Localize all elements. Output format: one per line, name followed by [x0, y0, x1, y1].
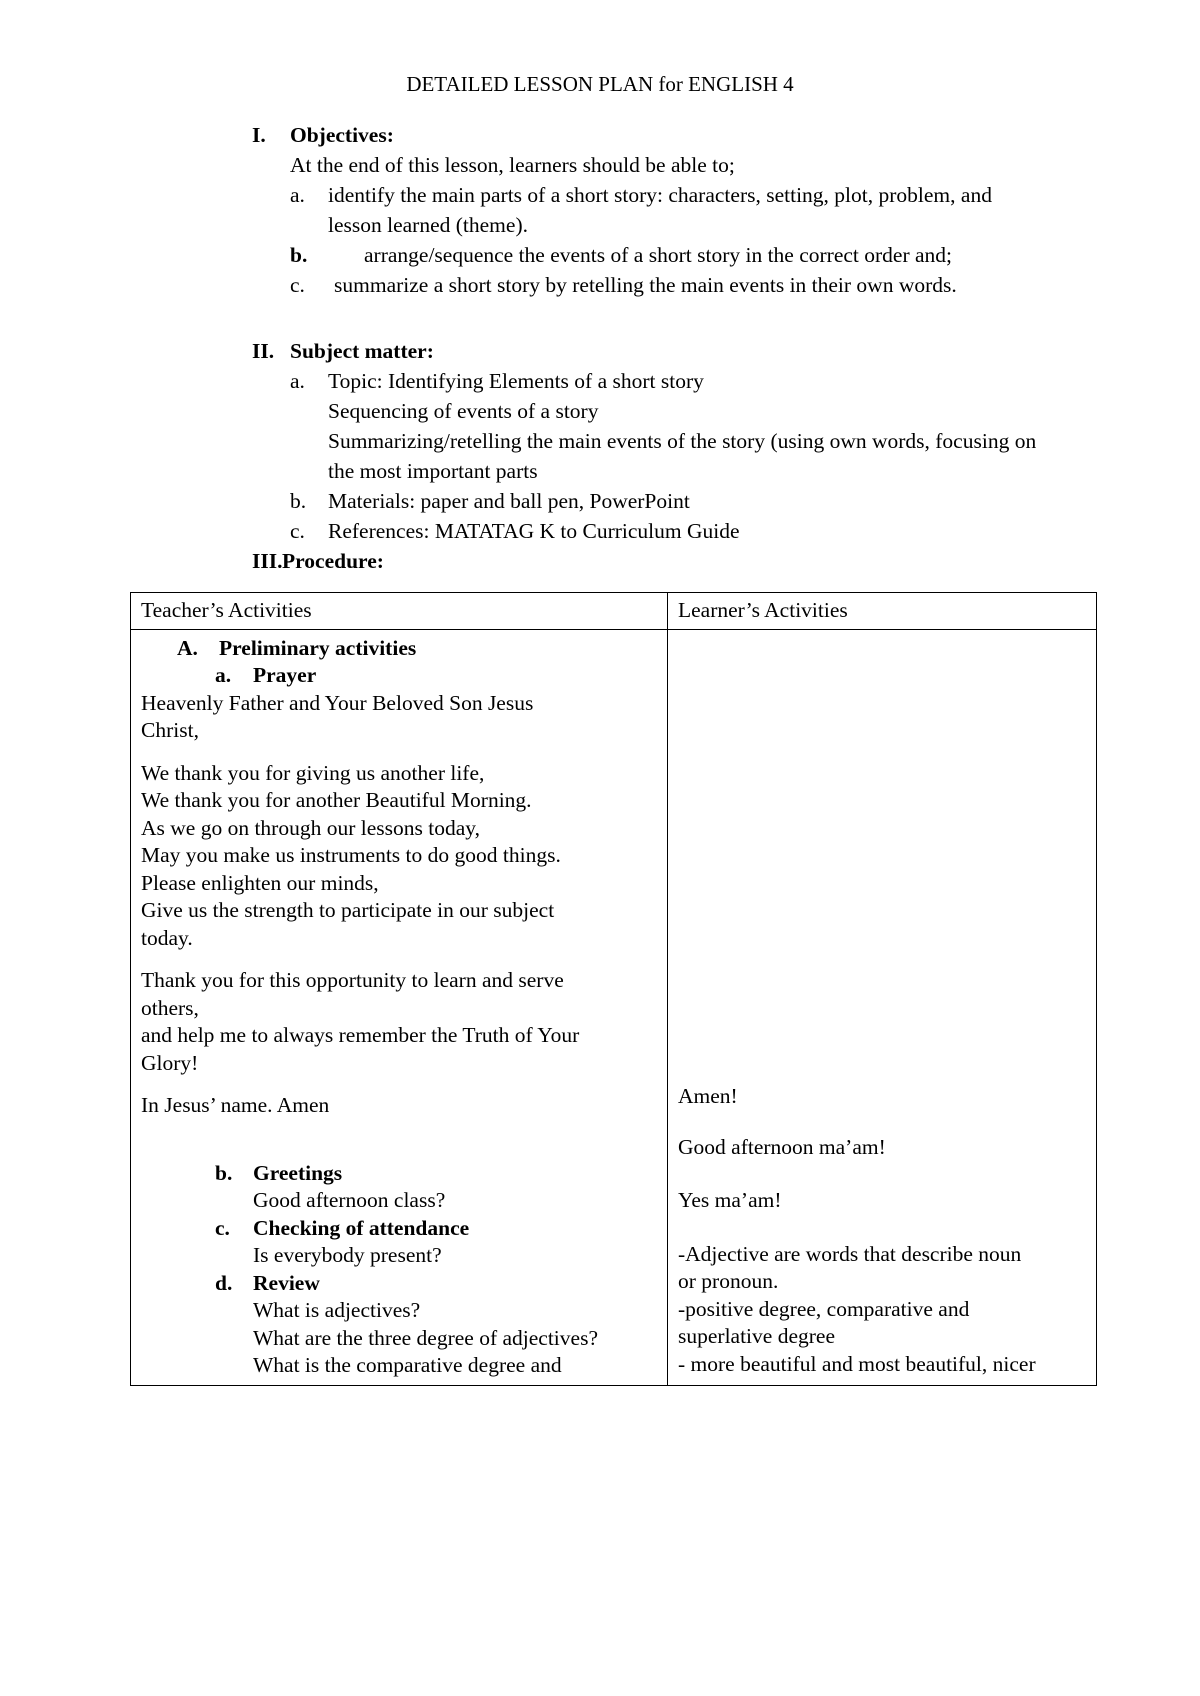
attendance-heading — [141, 1215, 667, 1243]
preliminary-heading — [141, 634, 667, 662]
topic-line: Sequencing of events of a story — [328, 399, 599, 423]
list-letter: a. — [290, 183, 305, 207]
subject-matter-section — [252, 336, 1152, 546]
learner-column-header: Learner’s Activities — [668, 593, 1097, 630]
review-question: What is adjectives? — [253, 1298, 421, 1322]
list-letter: b. — [215, 1160, 233, 1185]
objective-text: arrange/sequence the events of a short story in the correct order and; — [364, 243, 953, 267]
greetings-question: Good afternoon class? — [253, 1188, 446, 1212]
topic-line: the most important parts — [328, 459, 538, 483]
procedure-section — [252, 546, 1152, 576]
objective-item — [252, 180, 1152, 240]
learner-response: -Adjective are words that describe noun — [678, 1241, 1022, 1266]
teacher-activities-cell — [131, 630, 668, 1386]
learner-activities-cell — [668, 630, 1097, 1386]
learner-response: Good afternoon ma’am! — [678, 1134, 886, 1159]
objective-text: lesson learned (theme). — [328, 213, 528, 237]
learner-response: - more beautiful and most beautiful, nicer — [678, 1351, 1036, 1376]
document-title: DETAILED LESSON PLAN for ENGLISH 4 — [406, 72, 794, 96]
objective-item — [252, 270, 1152, 300]
preliminary-label: Preliminary activities — [219, 636, 417, 660]
prayer-line: May you make us instruments to do good things. — [141, 843, 561, 867]
list-letter: c. — [215, 1215, 230, 1240]
prayer-line: We thank you for another Beautiful Morning. — [141, 788, 532, 812]
objectives-intro: At the end of this lesson, learners should be able to; — [290, 153, 735, 177]
section-number: I. — [252, 123, 266, 147]
objective-text: summarize a short story by retelling the main events in their own words. — [334, 273, 957, 297]
section-heading: Procedure: — [282, 549, 384, 573]
prayer-line: Thank you for this opportunity to learn and serve — [141, 968, 564, 992]
review-label: Review — [253, 1270, 320, 1295]
section-number: III. — [252, 549, 283, 573]
list-letter: b. — [290, 489, 307, 513]
section-number: II. — [252, 339, 275, 363]
references-text: References: MATATAG K to Curriculum Guide — [328, 519, 740, 543]
materials-text: Materials: paper and ball pen, PowerPoint — [328, 489, 690, 513]
objective-text: identify the main parts of a short story: characters, setting, plot, problem, and — [328, 183, 992, 207]
learner-response: or pronoun. — [678, 1269, 779, 1293]
list-letter: A. — [177, 636, 198, 660]
table-header-row — [131, 593, 1097, 630]
greetings-heading — [141, 1160, 667, 1188]
list-letter: c. — [290, 519, 305, 543]
prayer-line: and help me to always remember the Truth of Your — [141, 1023, 580, 1047]
procedure-heading — [252, 546, 1152, 576]
procedure-table — [130, 592, 1097, 1386]
topic-item — [252, 366, 1152, 486]
list-letter: b. — [290, 243, 308, 267]
greetings-label: Greetings — [253, 1160, 343, 1185]
prayer-line: As we go on through our lessons today, — [141, 815, 480, 840]
prayer-line: Give us the strength to participate in our subject — [141, 898, 555, 922]
section-heading: Subject matter: — [290, 339, 434, 363]
topic-line: Summarizing/retelling the main events of the story (using own words, focusing on — [328, 429, 1037, 453]
prayer-label: Prayer — [253, 663, 317, 687]
topic-line: Topic: Identifying Elements of a short story — [328, 369, 704, 393]
list-letter: c. — [290, 273, 305, 297]
attendance-label: Checking of attendance — [253, 1215, 470, 1240]
learner-response: Amen! — [678, 1084, 738, 1108]
objectives-section — [252, 120, 1152, 300]
section-heading: Objectives: — [290, 123, 394, 147]
prayer-line: We thank you for giving us another life, — [141, 760, 485, 785]
review-question: What are the three degree of adjectives? — [253, 1325, 598, 1350]
list-letter: a. — [215, 663, 232, 687]
prayer-line: Please enlighten our minds, — [141, 870, 379, 895]
learner-response: superlative degree — [678, 1324, 835, 1348]
references-item — [252, 516, 1152, 546]
review-heading — [141, 1270, 667, 1298]
attendance-question: Is everybody present? — [253, 1243, 442, 1267]
prayer-closing: In Jesus’ name. Amen — [141, 1093, 330, 1117]
objective-item — [252, 240, 1152, 270]
list-letter: a. — [290, 369, 305, 393]
prayer-line: Christ, — [141, 718, 199, 742]
list-letter: d. — [215, 1270, 233, 1295]
prayer-line: Heavenly Father and Your Beloved Son Jesus — [141, 690, 534, 715]
learner-response: Yes ma’am! — [678, 1188, 782, 1212]
prayer-line: Glory! — [141, 1050, 199, 1075]
prayer-line: others, — [141, 995, 199, 1020]
teacher-column-header: Teacher’s Activities — [131, 593, 668, 630]
review-question: What is the comparative degree and — [253, 1353, 562, 1377]
prayer-line: today. — [141, 925, 193, 950]
learner-response: -positive degree, comparative and — [678, 1296, 970, 1321]
subject-matter-heading — [252, 336, 1152, 366]
materials-item — [252, 486, 1152, 516]
table-row — [131, 630, 1097, 1386]
prayer-heading — [141, 662, 667, 690]
objectives-heading — [252, 120, 1152, 150]
